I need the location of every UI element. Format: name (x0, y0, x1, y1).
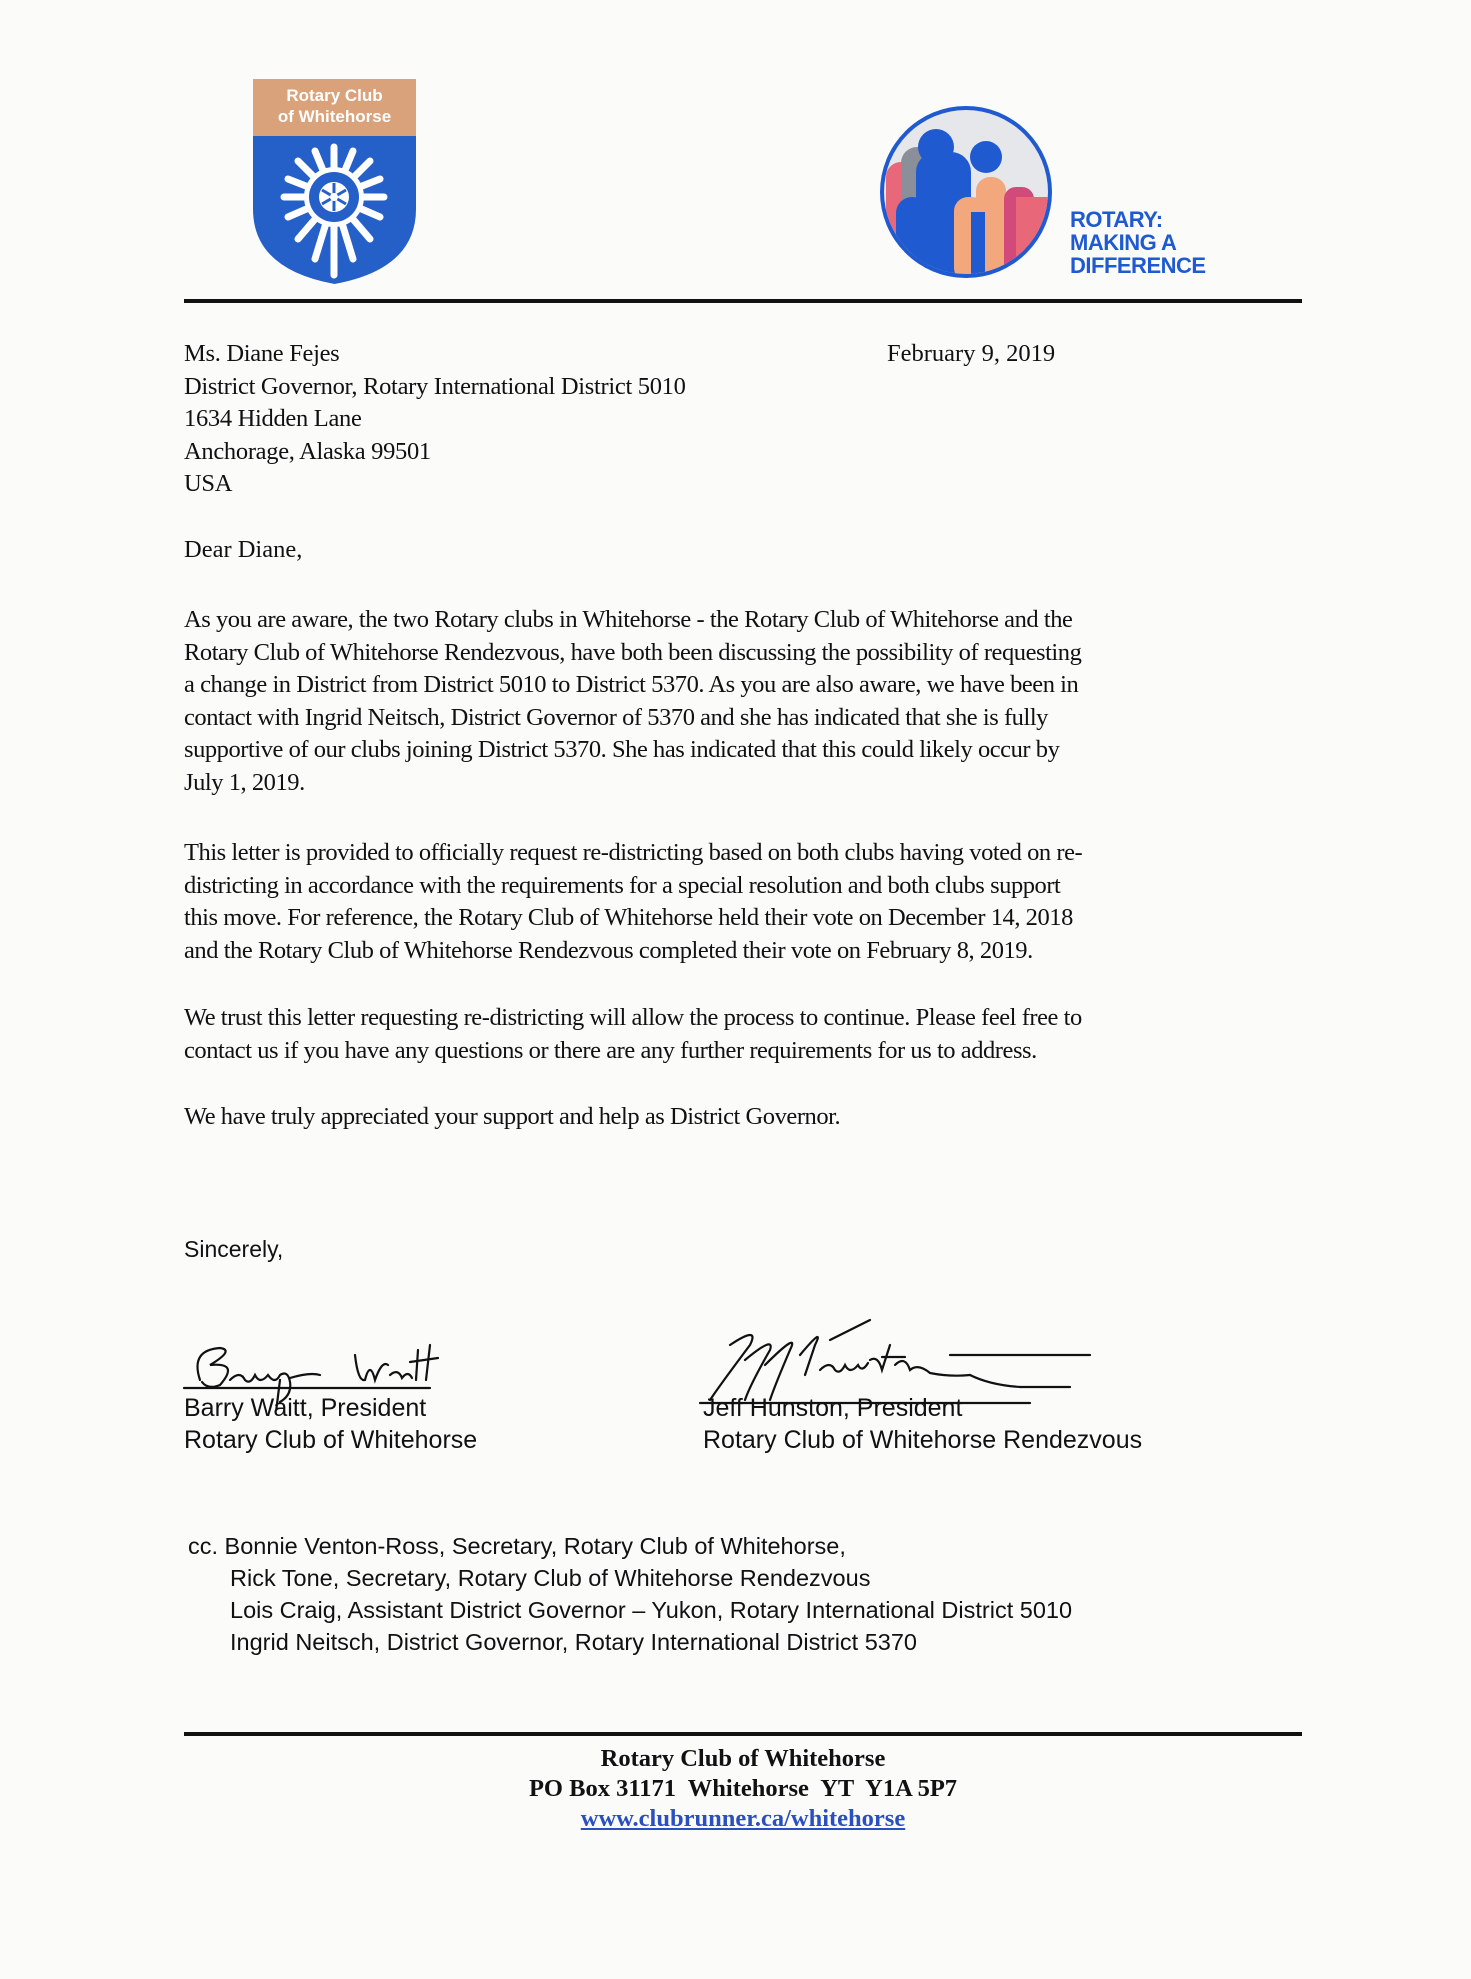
signatory-1-name: Barry Waitt, President (184, 1394, 427, 1422)
cc-line: Rick Tone, Secretary, Rotary Club of Whitehorse Rendezvous (230, 1565, 871, 1591)
footer-website-link[interactable]: www.clubrunner.ca/whitehorse (580, 1805, 906, 1832)
text-line: As you are aware, the two Rotary clubs in Whitehorse - the Rotary Club of Whitehorse and the (184, 606, 1073, 633)
recipient-country: USA (184, 470, 233, 497)
body-paragraph-4 (184, 1101, 1304, 1134)
text-line: July 1, 2019. (184, 768, 305, 796)
body-paragraph-3 (184, 1002, 1304, 1067)
body-paragraph-1 (184, 604, 1304, 799)
letter-footer (184, 1744, 1302, 1834)
signatory-1 (184, 1392, 477, 1456)
footer-address: PO Box 31171 Whitehorse YT Y1A 5P7 (528, 1775, 958, 1802)
text-line: contact with Ingrid Neitsch, District Governor of 5370 and she has indicated that she is fully (184, 703, 1048, 731)
logo-text-line2: of Whitehorse (277, 107, 392, 126)
letter-date: February 9, 2019 (887, 340, 1056, 367)
rotary-club-of-whitehorse-logo (253, 79, 416, 284)
footer-org: Rotary Club of Whitehorse (600, 1745, 886, 1772)
rotary-tagline (1070, 208, 1206, 277)
tagline-line2: MAKING A (1070, 230, 1177, 255)
recipient-title: District Governor, Rotary International District 5010 (184, 372, 686, 400)
text-line: This letter is provided to officially request re-districting based on both clubs having voted on re- (184, 839, 1083, 866)
rotary-making-a-difference-logo (876, 102, 1056, 282)
body-paragraph-2 (184, 837, 1304, 967)
closing: Sincerely, (184, 1236, 284, 1262)
signatory-1-club: Rotary Club of Whitehorse (184, 1426, 478, 1454)
text-line: We have truly appreciated your support and help as District Governor. (184, 1103, 841, 1130)
logo-text-line1: Rotary Club (286, 86, 383, 105)
signatory-2-club: Rotary Club of Whitehorse Rendezvous (703, 1426, 1143, 1454)
signatory-2-name: Jeff Hunston, President (703, 1394, 963, 1422)
text-line: supportive of our clubs joining District 5370. She has indicated that this could likely occur by (184, 736, 1060, 763)
header-divider (184, 299, 1302, 303)
text-line: We trust this letter requesting re-districting will allow the process to continue. Please feel free to (184, 1004, 1082, 1031)
text-line: this move. For reference, the Rotary Club of Whitehorse held their vote on December 14, 2018 (184, 904, 1073, 931)
text-line: districting in accordance with the requirements for a special resolution and both clubs support (184, 871, 1061, 899)
cc-list (188, 1530, 1072, 1658)
rotary-people-circle-icon (876, 102, 1056, 282)
text-line: and the Rotary Club of Whitehorse Rendezvous completed their vote on February 8, 2019. (184, 936, 1033, 964)
salutation: Dear Diane, (184, 536, 303, 563)
cc-line: cc. Bonnie Venton-Ross, Secretary, Rotary Club of Whitehorse, (188, 1533, 846, 1559)
recipient-city: Anchorage, Alaska 99501 (184, 437, 431, 465)
text-line: contact us if you have any questions or there are any further requirements for us to address. (184, 1036, 1037, 1064)
recipient-street: 1634 Hidden Lane (184, 405, 362, 432)
footer-divider (184, 1732, 1302, 1736)
tagline-line1: ROTARY: (1070, 207, 1163, 232)
signatory-2 (703, 1392, 1142, 1456)
text-line: a change in District from District 5010 to District 5370. As you are also aware, we have been in (184, 671, 1079, 698)
recipient-name: Ms. Diane Fejes (184, 340, 340, 367)
text-line: Rotary Club of Whitehorse Rendezvous, have both been discussing the possibility of requesting (184, 638, 1082, 666)
recipient-address (184, 338, 686, 501)
cc-line: Lois Craig, Assistant District Governor – Yukon, Rotary International District 5010 (230, 1597, 1073, 1623)
cc-line: Ingrid Neitsch, District Governor, Rotary International District 5370 (230, 1629, 917, 1655)
tagline-line3: DIFFERENCE (1070, 253, 1206, 278)
